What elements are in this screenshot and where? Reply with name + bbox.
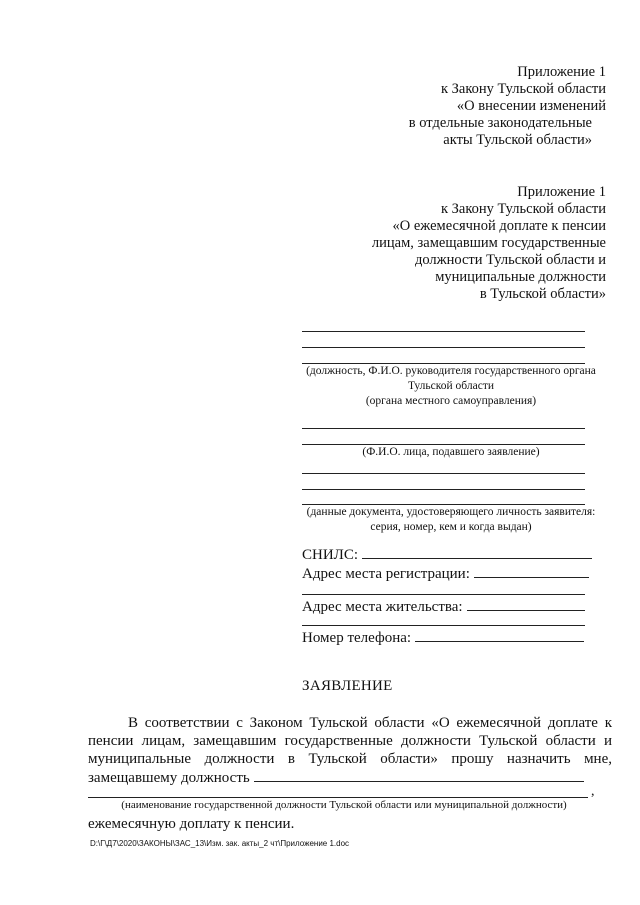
- annex-1-line: Приложение 1: [517, 64, 606, 80]
- annex-2-line: в Тульской области»: [479, 286, 606, 302]
- live-address-field: [302, 596, 585, 616]
- statement-line-3: муниципальные должности в Тульской области» прошу назначить мне,: [88, 751, 612, 767]
- blank-line[interactable]: [302, 489, 585, 490]
- snils-input-line[interactable]: [362, 544, 592, 559]
- blank-line[interactable]: [302, 594, 585, 595]
- head-caption: [296, 364, 606, 409]
- phone-field: [302, 627, 584, 647]
- head-caption-line: Тульской области: [407, 380, 494, 392]
- id-doc-caption-line: (данные документа, удостоверяющего личность заявителя:: [306, 506, 596, 518]
- blank-line[interactable]: [302, 428, 585, 429]
- blank-line[interactable]: [302, 347, 585, 348]
- reg-address-label: Адрес места регистрации:: [302, 566, 470, 582]
- annex-header-2: [372, 184, 606, 303]
- annex-2-line: «О ежемесячной доплате к пенсии: [392, 218, 606, 234]
- statement-line-4: [88, 767, 612, 787]
- id-doc-caption-line: серия, номер, кем и когда выдан): [370, 521, 532, 533]
- head-caption-line: (органа местного самоуправления): [365, 395, 537, 407]
- annex-2-line: Приложение 1: [517, 184, 606, 200]
- statement-line-1: В соответствии с Законом Тульской области «О ежемесячной доплате к: [128, 715, 612, 731]
- position-label: замещавшему должность: [88, 770, 250, 786]
- position-input-line[interactable]: [254, 767, 584, 782]
- annex-1-line: акты Тульской области»: [443, 132, 592, 148]
- blank-line[interactable]: [302, 331, 585, 332]
- applicant-caption: (Ф.И.О. лица, подавшего заявление): [362, 446, 540, 458]
- annex-2-line: муниципальные должности: [435, 269, 606, 285]
- statement-line-2: пенсии лицам, замещавшим государственные должности Тульской области и: [88, 733, 612, 749]
- live-address-input-line[interactable]: [467, 596, 585, 611]
- annex-1-line: к Закону Тульской области: [440, 81, 606, 97]
- reg-address-input-line[interactable]: [474, 563, 589, 578]
- statement-title: ЗАЯВЛЕНИЕ: [302, 678, 393, 694]
- blank-line[interactable]: [302, 473, 585, 474]
- phone-label: Номер телефона:: [302, 630, 412, 646]
- annex-1-line: в отдельные законодательные: [408, 115, 592, 131]
- statement-ending: ежемесячную доплату к пенсии.: [88, 816, 295, 832]
- annex-2-line: должности Тульской области и: [414, 252, 606, 268]
- comma: ,: [591, 784, 595, 799]
- live-address-label: Адрес места жительства:: [302, 599, 463, 615]
- phone-input-line[interactable]: [415, 627, 584, 642]
- blank-line[interactable]: [302, 625, 585, 626]
- reg-address-field: [302, 563, 589, 583]
- head-caption-line: (должность, Ф.И.О. руководителя государственного органа: [306, 365, 596, 377]
- file-path-footer: D:\Г\Д7\2020\ЗАКОНЫ\ЗАС_13\Изм. зак. акты_2 чт\Приложение 1.doc: [90, 839, 350, 848]
- snils-field: [302, 544, 592, 564]
- annex-2-line: к Закону Тульской области: [440, 201, 606, 217]
- annex-header-1: [409, 64, 606, 149]
- position-caption: (наименование государственной должности Тульской области или муниципальной должности): [121, 799, 567, 811]
- annex-2-line: лицам, замещавшим государственные: [371, 235, 606, 251]
- annex-1-line: «О внесении изменений: [456, 98, 606, 114]
- snils-label: СНИЛС:: [302, 547, 359, 563]
- id-doc-caption: [296, 505, 606, 535]
